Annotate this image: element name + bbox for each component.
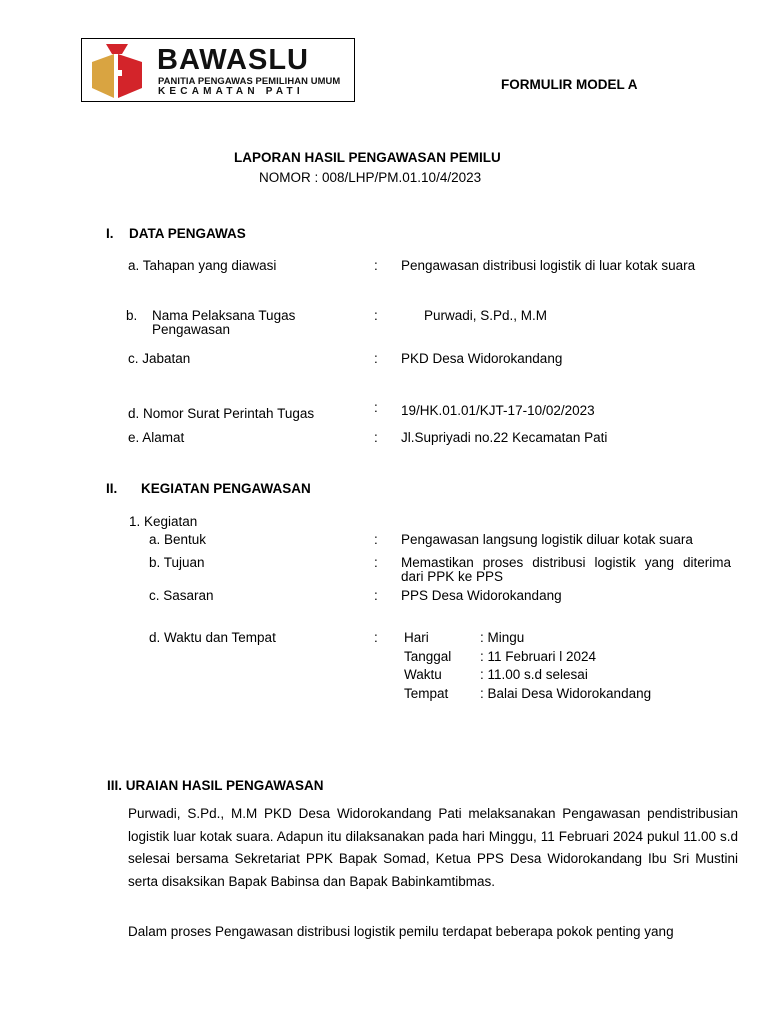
form-label: FORMULIR MODEL A (501, 77, 638, 92)
label-tahapan: a. Tahapan yang diawasi (128, 258, 277, 273)
label-alamat: e. Alamat (128, 430, 185, 445)
logo-subtitle-location: KECAMATAN PATI (158, 86, 304, 97)
value-tahapan: Pengawasan distribusi logistik di luar kotak suara (401, 258, 696, 273)
time-key-waktu: Waktu (404, 667, 442, 682)
label-waktu-tempat: d. Waktu dan Tempat (149, 630, 276, 645)
separator: : (374, 588, 378, 603)
section-1-heading: DATA PENGAWAS (129, 226, 246, 241)
value-alamat: Jl.Supriyadi no.22 Kecamatan Pati (401, 430, 608, 445)
document-title: LAPORAN HASIL PENGAWASAN PEMILU (234, 150, 501, 165)
logo-subtitle: PANITIA PENGAWAS PEMILIHAN UMUM (158, 75, 341, 86)
time-value-waktu: : 11.00 s.d selesai (480, 667, 588, 682)
label-sasaran: c. Sasaran (149, 588, 214, 603)
paragraph-pokok-penting: Dalam proses Pengawasan distribusi logistik pemilu terdapat beberapa pokok penting yang (128, 924, 674, 939)
bawaslu-emblem-icon (84, 40, 154, 102)
separator: : (374, 258, 378, 273)
separator: : (374, 532, 378, 547)
label-tujuan: b. Tujuan (149, 555, 205, 570)
label-nama-line2: Pengawasan (152, 322, 231, 337)
label-nomor-surat: d. Nomor Surat Perintah Tugas (128, 406, 315, 421)
section-2-number: II. (106, 481, 118, 496)
time-key-hari: Hari (404, 630, 429, 645)
value-nama: Purwadi, S.Pd., M.M (424, 308, 548, 323)
section-3-heading: III. URAIAN HASIL PENGAWASAN (107, 778, 324, 793)
value-nomor-surat: 19/HK.01.01/KJT-17-10/02/2023 (401, 403, 595, 418)
separator: : (374, 308, 378, 323)
section-1-number: I. (106, 226, 114, 241)
label-nama-letter: b. (126, 308, 138, 323)
value-bentuk: Pengawasan langsung logistik diluar kotak suara (401, 532, 693, 547)
separator: : (374, 430, 378, 445)
sub-heading-kegiatan: 1. Kegiatan (129, 514, 198, 529)
paragraph-uraian: Purwadi, S.Pd., M.M PKD Desa Widorokandang Pati melaksanakan Pengawasan pendistribusian logistik luar kotak suara. Adapun itu dilaksanakan pada hari Minggu, 11 Februari 2024 pukul 11.00 s.d selesai bersama Sekretariat PPK Bapak Somad, Ketua PPS Desa Widorokandang Ibu Sri Mustini serta disaksikan Bapak Babinsa dan Bapak Babinkamtibmas. (128, 806, 738, 889)
time-key-tempat: Tempat (404, 686, 449, 701)
time-value-tempat: : Balai Desa Widorokandang (480, 686, 652, 701)
label-bentuk: a. Bentuk (149, 532, 207, 547)
label-jabatan: c. Jabatan (128, 351, 191, 366)
time-value-hari: : Mingu (480, 630, 525, 645)
value-tujuan: Memastikan proses distribusi logistik yang diterima dari PPK ke PPS (401, 555, 731, 584)
logo-wordmark: BAWASLU (157, 44, 309, 76)
separator: : (374, 351, 378, 366)
section-2-heading: KEGIATAN PENGAWASAN (141, 481, 311, 496)
separator: : (374, 555, 378, 570)
time-value-tanggal: : 11 Februari l 2024 (480, 649, 597, 664)
time-key-tanggal: Tanggal (404, 649, 452, 664)
bawaslu-logo (81, 38, 355, 102)
separator: : (374, 400, 378, 415)
value-sasaran: PPS Desa Widorokandang (401, 588, 562, 603)
document-number: NOMOR : 008/LHP/PM.01.10/4/2023 (259, 170, 482, 185)
separator: : (374, 630, 378, 645)
label-nama-line1: Nama Pelaksana Tugas (152, 308, 296, 323)
value-jabatan: PKD Desa Widorokandang (401, 351, 563, 366)
